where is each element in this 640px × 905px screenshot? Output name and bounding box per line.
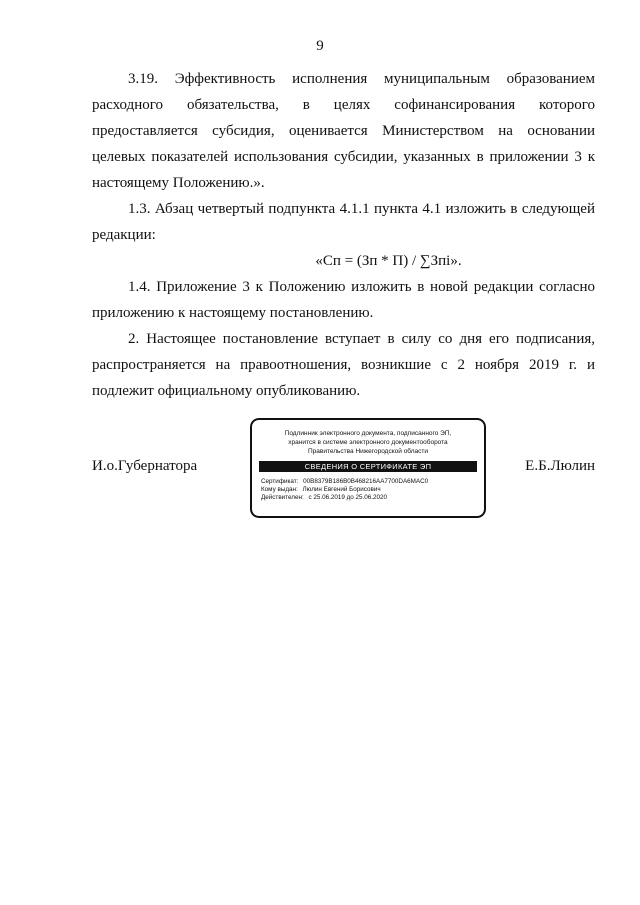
certificate-line [261, 478, 484, 486]
issued-to-line [261, 486, 484, 494]
issued-to-label: Кому выдан: [261, 486, 298, 493]
electronic-signature-stamp [250, 418, 486, 518]
signer-position: И.о.Губернатора [92, 458, 198, 474]
document-body [92, 66, 595, 404]
stamp-header-line: Правительства Нижегородской области [307, 448, 429, 455]
validity-label: Действителен: [261, 494, 304, 501]
stamp-details [261, 478, 484, 502]
formula: «Сп = (Зп * П) / ∑Зпi». [315, 253, 462, 269]
validity-line [261, 494, 484, 502]
signature-block [92, 412, 595, 522]
certificate-value: 00B8379B186B0B468216AA7700DA6MAC0 [303, 478, 429, 485]
stamp-header [252, 429, 484, 456]
paragraph-2: 2. Настоящее постановление вступает в силу со дня его подписания, распространяется на правоотношения, возникшие с 2 ноября 2019 г. и подлежит официальному опубликованию. [92, 331, 595, 399]
signer-name: Е.Б.Люлин [525, 458, 595, 474]
paragraph-3-19: 3.19. Эффективность исполнения муниципальным образованием расходного обязательства, в целях софинансирования которого предоставляется субсидия, оценивается Министерством на основании целевых показателей использования субсидии, указанных в приложении 3 к настоящему Положению.». [92, 71, 595, 191]
stamp-title: СВЕДЕНИЯ О СЕРТИФИКАТЕ ЭП [259, 461, 477, 472]
certificate-label: Сертификат: [261, 478, 299, 485]
validity-value: с 25.06.2019 до 25.06.2020 [308, 494, 388, 501]
stamp-header-line: Подлинник электронного документа, подписанного ЭП, [284, 430, 452, 437]
issued-to-value: Люлин Евгений Борисович [302, 486, 381, 493]
stamp-header-line: хранится в системе электронного документооборота [288, 439, 448, 446]
page-number: 9 [316, 38, 324, 54]
paragraph-1-3: 1.3. Абзац четвертый подпункта 4.1.1 пункта 4.1 изложить в следующей редакции: [92, 201, 595, 243]
paragraph-1-4: 1.4. Приложение 3 к Положению изложить в новой редакции согласно приложению к настоящему постановлению. [92, 279, 595, 321]
